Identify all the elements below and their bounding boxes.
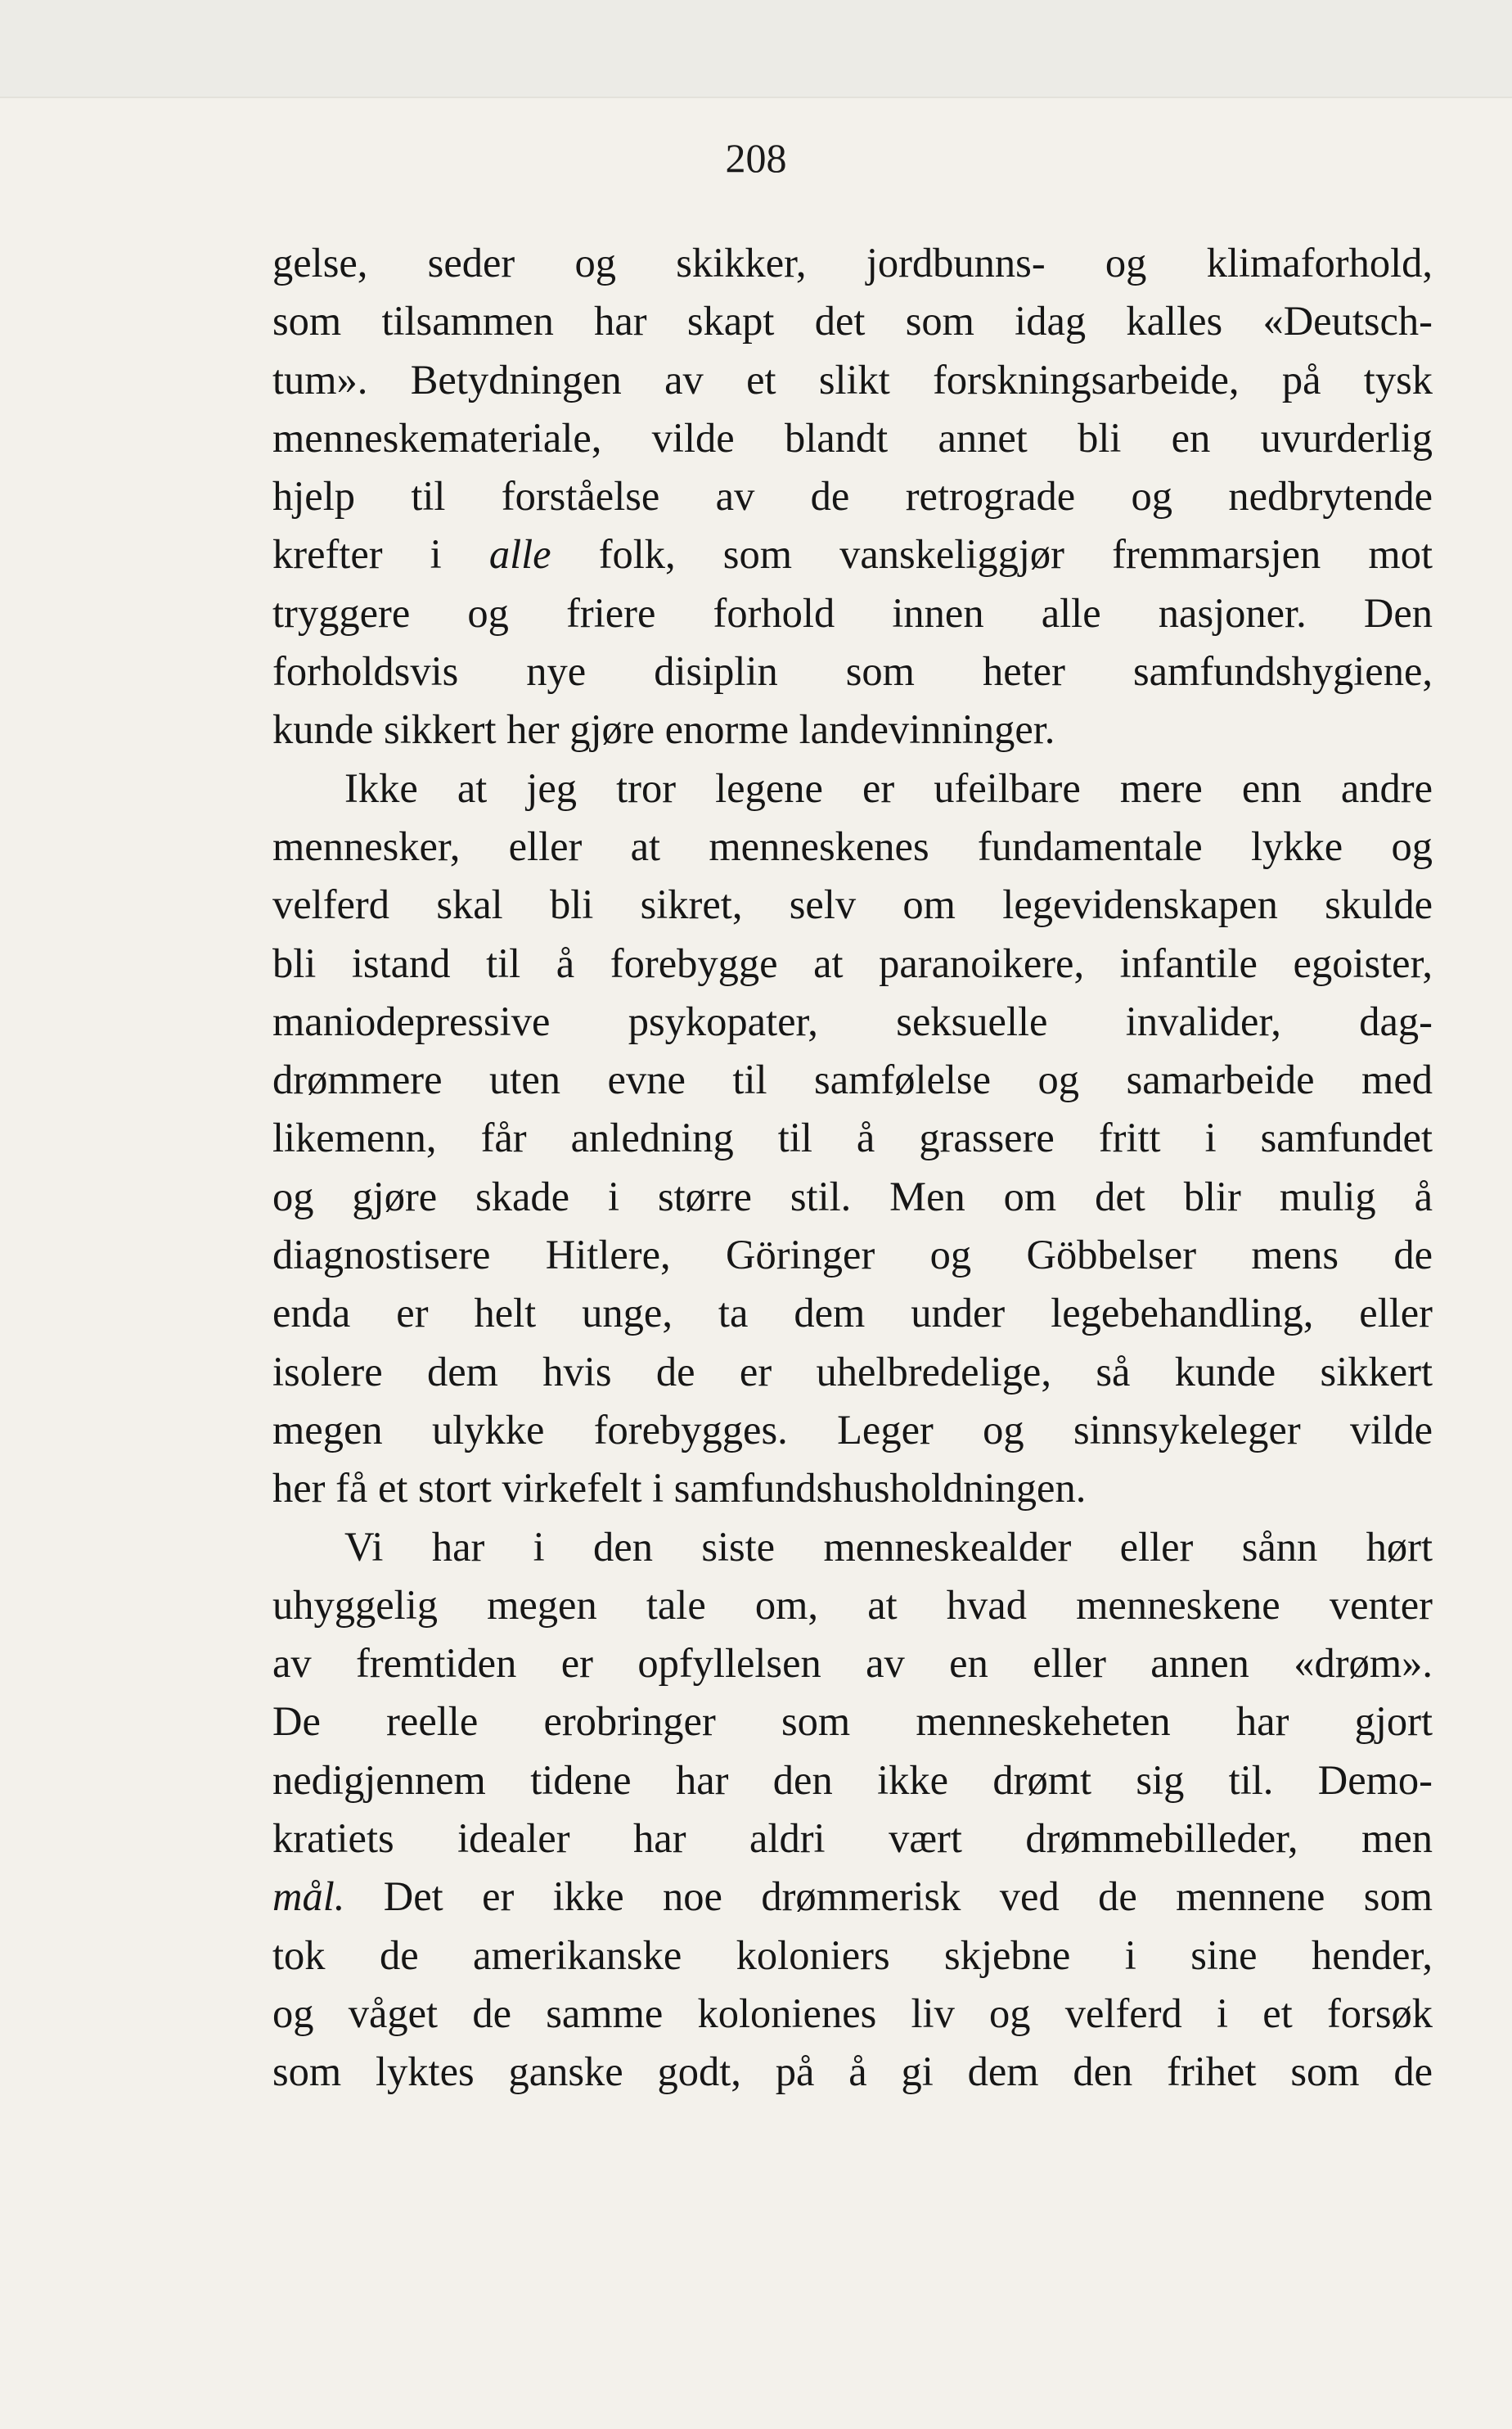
text-line: diagnostisere Hitlere, Göringer og Göbbelser mens de (272, 1232, 1433, 1278)
text-segment: Det er ikke noe drømmerisk ved de mennene som (344, 1873, 1433, 1920)
italic-emphasis: alle (488, 531, 551, 578)
text-line: nedigjennem tidene har den ikke drømt sig til. Demo- (272, 1756, 1433, 1803)
text-line: tum». Betydningen av et slikt forskningsarbeide, på tysk (272, 356, 1433, 403)
text-line: bli istand til å forebygge at paranoikere, infantile egoister, (272, 940, 1433, 986)
text-line: velferd skal bli sikret, selv om legevidenskapen skulde (272, 881, 1433, 928)
text-line (272, 1868, 1433, 1926)
text-line: enda er helt unge, ta dem under legebehandling, eller (272, 1290, 1433, 1336)
page-number: 208 (725, 135, 787, 181)
text-line: uhyggelig megen tale om, at hvad menneskene venter (272, 1581, 1433, 1628)
text-line: forholdsvis nye disiplin som heter samfundshygiene, (272, 648, 1433, 695)
text-line: mennesker, eller at menneskenes fundamentale lykke og (272, 822, 1433, 869)
text-line: De reelle erobringer som menneskeheten har gjort (272, 1698, 1433, 1745)
text-line: Ikke at jeg tror legene er ufeilbare mere enn andre (344, 764, 1433, 811)
body-text (272, 234, 1433, 2102)
text-line: isolere dem hvis de er uhelbredelige, så kunde sikkert (272, 1348, 1433, 1395)
text-line: kratiets idealer har aldri vært drømmebilleder, men (272, 1815, 1433, 1862)
text-line: Vi har i den siste menneskealder eller sånn hørt (344, 1523, 1433, 1570)
text-segment: krefter i (272, 531, 489, 578)
text-line (272, 525, 1433, 584)
page-top-edge (0, 0, 1512, 98)
text-line: likemenn, får anledning til å grassere fritt i samfundet (272, 1115, 1433, 1161)
text-line: av fremtiden er opfyllelsen av en eller annen «drøm». (272, 1640, 1433, 1687)
text-line: gelse, seder og skikker, jordbunns- og klimaforhold, (272, 240, 1433, 286)
text-line: her få et stort virkefelt i samfundshusholdningen. (272, 1465, 1087, 1512)
text-line: menneskemateriale, vilde blandt annet bli en uvurderlig (272, 414, 1433, 461)
text-line: som tilsammen har skapt det som idag kalles «Deutsch- (272, 298, 1433, 345)
text-segment: folk, som vanskeliggjør fremmarsjen mot (551, 531, 1433, 578)
text-line: som lyktes ganske godt, på å gi dem den frihet som de (272, 2048, 1433, 2095)
text-line: drømmere uten evne til samfølelse og samarbeide med (272, 1057, 1433, 1103)
text-line: tok de amerikanske koloniers skjebne i sine hender, (272, 1931, 1433, 1978)
text-line: tryggere og friere forhold innen alle nasjoner. Den (272, 589, 1433, 636)
text-line: hjelp til forståelse av de retrograde og nedbrytende (272, 473, 1433, 520)
text-line: og gjøre skade i større stil. Men om det blir mulig å (272, 1173, 1433, 1219)
text-line: kunde sikkert her gjøre enorme landevinninger. (272, 706, 1055, 753)
text-line: megen ulykke forebygges. Leger og sinnsykeleger vilde (272, 1406, 1433, 1453)
italic-emphasis: mål. (272, 1873, 345, 1920)
text-line: maniodepressive psykopater, seksuelle invalider, dag- (272, 998, 1433, 1044)
text-line: og våget de samme kolonienes liv og velferd i et forsøk (272, 1990, 1433, 2036)
